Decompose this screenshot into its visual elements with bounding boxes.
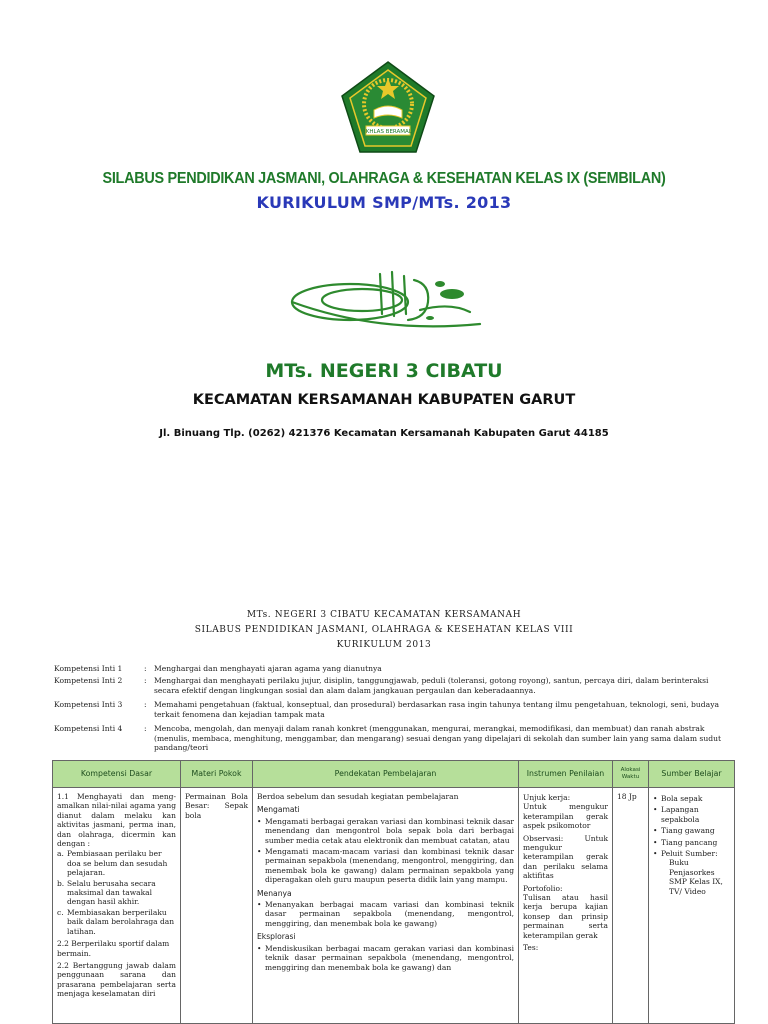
list-item: • Mengamati macam-macam variasi dan kombinasi teknik dasar permainan sepakbola (menendang, mengontrol, menggiring, dan menembak bola ke gawang) dalam permainan sepakbola yang diperagakan oleh guru maupun peserta didik lain yang mampu. [257, 847, 514, 885]
title-line-2: KURIKULUM SMP/MTs. 2013 [256, 193, 512, 212]
school-district: KECAMATAN KERSAMANAH KABUPATEN GARUT [192, 392, 576, 408]
section-eksplorasi: Eksplorasi [257, 932, 296, 942]
ki-colon: : [144, 700, 147, 709]
pendekatan-intro: Berdoa sebelum dan sesudah kegiatan pembelajaran [257, 792, 459, 801]
kd-item: b. Selalu berusaha secara maksimal dan tawakal dengan hasil akhir. [57, 878, 156, 907]
ki-text: Menghargai dan menghayati perilaku jujur, disiplin, tanggungjawab, peduli (toleransi, gotong royong), santun, percaya diri, dalam berinteraksi secara efektif dengan lingkungan sosial dan alam dalam jangkauan pergaulan dan keberadaannya. [154, 676, 709, 695]
calligraphy-ornament [280, 262, 486, 338]
section-menanya: Menanya [257, 888, 292, 898]
ki-colon: : [144, 724, 147, 733]
ki-text: Menghargai dan menghayati ajaran agama yang dianutnya [154, 664, 382, 673]
list-item: • Bola sepak [653, 794, 730, 803]
svg-text:IKHLAS BERAMAL: IKHLAS BERAMAL [364, 129, 412, 135]
kd-paragraph: 1.1 Menghayati dan meng-amalkan nilai-nilai agama yang dianut dalam melaku kan aktivitas jasmani, perma inan, dan olahraga, dicermin kan dengan : [57, 792, 176, 849]
header-kompetensi-dasar: Kompetensi Dasar [53, 761, 181, 788]
subheader-line-1: MTs. NEGERI 3 CIBATU KECAMATAN KERSAMANAH [246, 610, 522, 620]
ki-colon: : [144, 664, 147, 673]
kd-item: c. Membiasakan berperilaku baik dalam berolahraga dan latihan. [57, 907, 175, 936]
materi-cell: Permainan Bola Besar: Sepak bola [181, 788, 253, 1024]
ki-label: Kompetensi Inti 3 [54, 700, 123, 709]
list-item: • Peluit Sumber: [653, 849, 730, 858]
ki-text: Mencoba, mengolah, dan menyaji dalam ranah konkret (menggunakan, mengurai, merangkai, memodifikasi, dan membuat) dan ranah abstrak (menulis, membaca, menghitung, menggambar, dan mengarang) sesuai dengan yang dipelajari di sekolah dan sumber lain yang sama dalam sudut pandang/teori [154, 724, 722, 753]
alokasi-cell: 18 Jp [613, 788, 649, 1024]
header-materi-pokok: Materi Pokok [181, 761, 253, 788]
school-address: Jl. Binuang Tlp. (0262) 421376 Kecamatan Kersamanah Kabupaten Garut 44185 [159, 428, 609, 439]
list-item: • Tiang pancang [653, 838, 730, 847]
sumber-extra: Buku Penjasorkes SMP Kelas IX, TV/ Video [669, 858, 723, 896]
subheader-line-2: SILABUS PENDIDIKAN JASMANI, OLAHRAGA & KESEHATAN KELAS VIII [194, 625, 574, 635]
kd-cell [53, 788, 181, 1024]
syllabus-table [52, 760, 735, 1024]
list-item: • Mengamati berbagai gerakan variasi dan kombinasi teknik dasar menendang dan mengontrol bola sepak bola dari berbagai sumber media cetak atau elektronik dan membuat catatan, atau [257, 817, 514, 845]
pendekatan-cell [253, 788, 519, 1024]
header-pendekatan: Pendekatan Pembelajaran [253, 761, 519, 788]
list-item: • Lapangan sepakbola [653, 805, 730, 824]
table-row [53, 788, 735, 1024]
section-mengamati: Mengamati [257, 805, 300, 815]
header-instrumen: Instrumen Penilaian [519, 761, 613, 788]
table-header-row [53, 761, 735, 788]
ki-label: Kompetensi Inti 1 [54, 664, 123, 673]
school-logo [340, 60, 436, 156]
subheader-line-3: KURIKULUM 2013 [336, 640, 432, 650]
instrumen-cell: Unjuk kerja: Untuk mengukur keterampilan gerak aspek psikomotor Observasi: Untuk mengukur keterampilan gerak dan perilaku selama aktifitas Portofolio: Tulisan atau hasil kerja berupa kajian konsep dan prinsip permainan serta keterampilan gerak Tes: [519, 788, 613, 1024]
header-sumber: Sumber Belajar [649, 761, 735, 788]
title-line-1: SILABUS PENDIDIKAN JASMANI, OLAHRAGA & KESEHATAN KELAS IX (SEMBILAN) [102, 170, 666, 187]
list-item: • Menanyakan berbagai macam variasi dan kombinasi teknik dasar permainan sepakbola (menendang, mengontrol, menggiring, dan menembak bola ke gawang) [257, 900, 514, 928]
sumber-cell [649, 788, 735, 1024]
kd-item: a. Pembiasaan perilaku ber doa se belum dan sesudah pelajaran. [57, 849, 168, 878]
list-item: • Tiang gawang [653, 826, 730, 835]
ki-text: Memahami pengetahuan (faktual, konseptual, dan prosedural) berdasarkan rasa ingin tahunya tentang ilmu pengetahuan, teknologi, seni, budaya terkait fenomena dan kejadian tampak mata [154, 700, 720, 719]
list-item: • Mendiskusikan berbagai macam gerakan variasi dan kombinasi teknik dasar permainan sepakbola (menendang, mengontrol, menggiring dan menembak bola ke gawang) dan [257, 944, 514, 972]
ki-label: Kompetensi Inti 4 [54, 724, 123, 733]
kd-paragraph: 2.2 Berperilaku sportif dalam bermain. [57, 939, 170, 958]
kd-paragraph: 2.2 Bertanggung jawab dalam penggunaan sarana dan prasarana pembelajaran serta menjaga keselamatan diri [57, 960, 176, 999]
school-name: MTs. NEGERI 3 CIBATU [265, 360, 503, 382]
ki-label: Kompetensi Inti 2 [54, 676, 123, 685]
header-alokasi: Alokasi Waktu [613, 761, 649, 788]
ki-colon: : [144, 676, 147, 685]
